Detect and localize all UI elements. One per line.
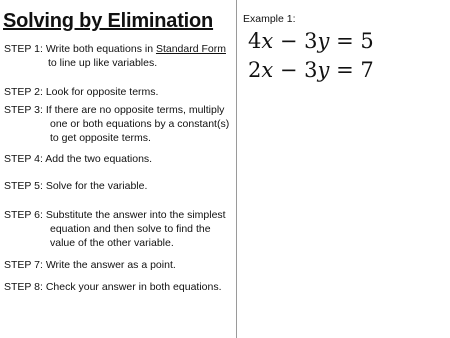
step-6-line-1: STEP 6: Substitute the answer into the simplest xyxy=(4,209,226,221)
step-6-line-3: value of the other variable. xyxy=(50,237,174,249)
step-7 xyxy=(4,258,176,272)
step-3-line-1: STEP 3: If there are no opposite terms, multiply xyxy=(4,104,225,116)
step-3-line-2: one or both equations by a constant(s) xyxy=(50,118,230,130)
step-5 xyxy=(4,179,147,193)
step-5-line-1: STEP 5: Solve for the variable. xyxy=(4,180,148,192)
step-8-line-1: STEP 8: Check your answer in both equations. xyxy=(4,281,222,293)
equation-2: 2x − 3y = 7 xyxy=(248,58,374,82)
step-8 xyxy=(4,280,222,294)
step-7-line-1: STEP 7: Write the answer as a point. xyxy=(4,259,176,271)
step-1 xyxy=(4,42,226,70)
step-6-line-2: equation and then solve to find the xyxy=(50,223,211,235)
step-4-line-1: STEP 4: Add the two equations. xyxy=(4,153,153,165)
step-6 xyxy=(4,208,226,250)
step-2 xyxy=(4,85,158,99)
example-label: Example 1: xyxy=(243,13,296,25)
step-3-line-3: to get opposite terms. xyxy=(50,132,151,144)
step-4 xyxy=(4,152,152,166)
page-title: Solving by Elimination xyxy=(3,10,214,32)
step-1-line-1: STEP 1: Write both equations in Standard Form xyxy=(4,43,226,55)
step-3 xyxy=(4,103,229,145)
step-2-line-1: STEP 2: Look for opposite terms. xyxy=(4,86,159,98)
standard-form-term: Standard Form xyxy=(155,43,226,55)
column-divider xyxy=(236,0,237,338)
step-1-line-2: to line up like variables. xyxy=(48,57,158,69)
equation-1: 4x − 3y = 5 xyxy=(248,29,374,53)
